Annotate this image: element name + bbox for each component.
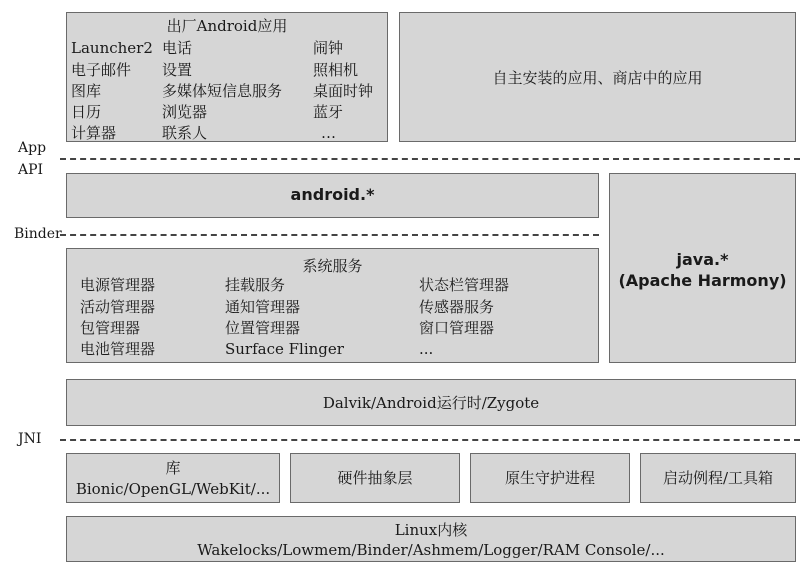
android-package-box	[66, 173, 599, 218]
native-libraries-title: 库	[165, 459, 181, 477]
service-statusbar-manager: 状态栏管理器	[419, 276, 510, 294]
api-label: API	[18, 162, 44, 178]
linux-kernel-box	[66, 516, 796, 562]
service-sensor-service: 传感器服务	[419, 298, 495, 316]
hal-box	[290, 453, 460, 503]
native-daemons-label: 原生守护进程	[504, 469, 595, 487]
user-apps-box	[399, 12, 796, 142]
factory-app-calendar: 日历	[71, 103, 102, 121]
factory-app-camera: 照相机	[313, 61, 359, 79]
factory-app-mms: 多媒体短信息服务	[162, 82, 283, 100]
service-surface-flinger: Surface Flinger	[225, 340, 344, 358]
app-label: App	[18, 140, 47, 156]
service-location-manager: 位置管理器	[225, 319, 301, 337]
factory-app-bluetooth: 蓝牙	[313, 103, 344, 121]
runtime-box	[66, 379, 796, 426]
binder-label: Binder	[14, 226, 62, 242]
system-services-title: 系统服务	[302, 257, 363, 275]
factory-app-alarm: 闹钟	[313, 39, 344, 57]
factory-apps-title: 出厂Android应用	[166, 17, 288, 35]
service-window-manager: 窗口管理器	[419, 319, 495, 337]
app-api-divider	[60, 158, 800, 160]
native-libraries-box	[66, 453, 280, 503]
service-power-manager: 电源管理器	[80, 276, 156, 294]
factory-app-gallery: 图库	[71, 82, 102, 100]
service-package-manager: 包管理器	[80, 319, 141, 337]
service-notification-manager: 通知管理器	[225, 298, 301, 316]
factory-app-settings: 设置	[162, 61, 193, 79]
linux-kernel-title: Linux内核	[394, 521, 468, 539]
factory-app-browser: 浏览器	[162, 103, 208, 121]
binder-divider	[60, 234, 599, 236]
service-more: ...	[419, 340, 434, 358]
native-libraries-list: Bionic/OpenGL/WebKit/...	[75, 480, 271, 498]
init-toolbox-label: 启动例程/工具箱	[662, 469, 774, 487]
user-apps-label: 自主安装的应用、商店中的应用	[492, 69, 703, 87]
system-services-box	[66, 248, 599, 363]
service-activity-manager: 活动管理器	[80, 298, 156, 316]
factory-app-launcher2: Launcher2	[71, 39, 153, 57]
factory-app-deskclock: 桌面时钟	[313, 82, 374, 100]
linux-kernel-features: Wakelocks/Lowmem/Binder/Ashmem/Logger/RAM Console/...	[197, 541, 665, 559]
hal-label: 硬件抽象层	[337, 469, 413, 487]
android-package-label: android.*	[290, 185, 375, 204]
java-package-label: java.*	[676, 250, 729, 269]
jni-label: JNI	[18, 431, 42, 447]
factory-app-email: 电子邮件	[71, 61, 132, 79]
factory-app-more: …	[321, 124, 336, 142]
native-daemons-box	[470, 453, 630, 503]
factory-apps-box	[66, 12, 388, 142]
runtime-label: Dalvik/Android运行时/Zygote	[322, 394, 540, 412]
factory-app-calculator: 计算器	[71, 124, 117, 142]
apache-harmony-label: (Apache Harmony)	[618, 271, 787, 290]
java-package-box	[609, 173, 796, 363]
jni-divider	[60, 439, 800, 441]
service-mount-service: 挂载服务	[225, 276, 286, 294]
init-toolbox-box	[640, 453, 796, 503]
service-battery-manager: 电池管理器	[80, 340, 156, 358]
factory-app-phone: 电话	[162, 39, 193, 57]
factory-app-contacts: 联系人	[162, 124, 208, 142]
